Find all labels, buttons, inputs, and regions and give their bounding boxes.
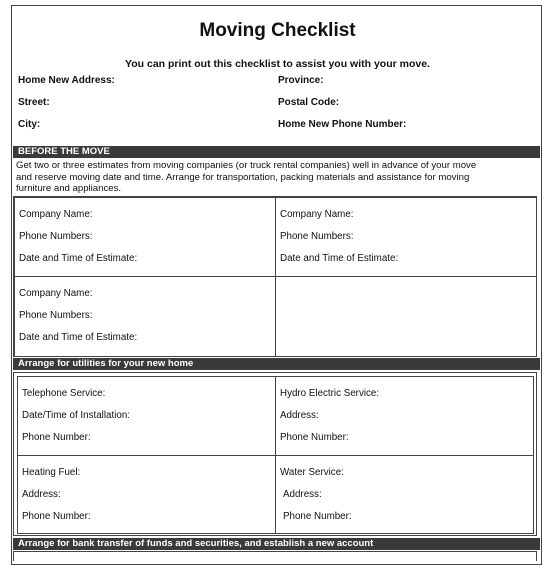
water-service-label: Water Service: — [280, 467, 344, 478]
water-service-cell[interactable] — [275, 455, 534, 534]
bank-heading: Arrange for bank transfer of funds and securities, and establish a new account — [13, 538, 540, 550]
heating-fuel-cell[interactable] — [17, 455, 276, 534]
phone-number-label: Phone Number: — [280, 432, 349, 443]
hydro-service-label: Hydro Electric Service: — [280, 388, 380, 399]
paragraph-line: furniture and appliances. — [16, 183, 122, 194]
company-name-label: Company Name: — [280, 209, 354, 220]
estimate-cell-2[interactable] — [275, 197, 537, 277]
address-label: Address: — [280, 410, 319, 421]
date-time-estimate-label: Date and Time of Estimate: — [280, 253, 399, 264]
heating-fuel-label: Heating Fuel: — [22, 467, 81, 478]
utilities-heading: Arrange for utilities for your new home — [13, 358, 540, 370]
estimate-cell-empty[interactable] — [275, 276, 537, 357]
home-new-phone-field[interactable]: Home New Phone Number: — [278, 119, 407, 130]
home-new-address-field[interactable]: Home New Address: — [18, 75, 115, 86]
bank-box — [13, 551, 537, 561]
before-the-move-heading: BEFORE THE MOVE — [13, 146, 540, 158]
before-the-move-paragraph — [16, 160, 536, 195]
address-label: Address: — [22, 489, 61, 500]
estimate-cell-3[interactable] — [14, 276, 276, 357]
company-name-label: Company Name: — [19, 209, 93, 220]
date-time-estimate-label: Date and Time of Estimate: — [19, 332, 138, 343]
paragraph-line: and reserve moving date and time. Arrange for transportation, packing materials and assistance for moving — [16, 171, 470, 183]
telephone-service-cell[interactable] — [17, 376, 276, 456]
company-name-label: Company Name: — [19, 288, 93, 299]
city-field[interactable]: City: — [18, 119, 41, 130]
hydro-service-cell[interactable] — [275, 376, 534, 456]
utilities-box — [13, 372, 537, 536]
paragraph-line: Get two or three estimates from moving companies (or truck rental companies) well in advance of your move — [16, 160, 477, 171]
phone-number-label: Phone Number: — [283, 511, 352, 522]
page-title: Moving Checklist — [199, 20, 356, 41]
phone-numbers-label: Phone Numbers: — [19, 231, 93, 242]
date-time-estimate-label: Date and Time of Estimate: — [19, 253, 138, 264]
province-field[interactable]: Province: — [278, 75, 324, 86]
estimates-box — [13, 196, 537, 357]
telephone-service-label: Telephone Service: — [22, 388, 106, 399]
phone-number-label: Phone Number: — [22, 432, 91, 443]
phone-number-label: Phone Number: — [22, 511, 91, 522]
page-subtitle: You can print out this checklist to assist you with your move. — [125, 58, 430, 70]
installation-time-label: Date/Time of Installation: — [22, 410, 130, 421]
address-label: Address: — [283, 489, 322, 500]
street-field[interactable]: Street: — [18, 97, 50, 108]
phone-numbers-label: Phone Numbers: — [280, 231, 354, 242]
phone-numbers-label: Phone Numbers: — [19, 310, 93, 321]
estimate-cell-1[interactable] — [14, 197, 276, 277]
postal-code-field[interactable]: Postal Code: — [278, 97, 340, 108]
